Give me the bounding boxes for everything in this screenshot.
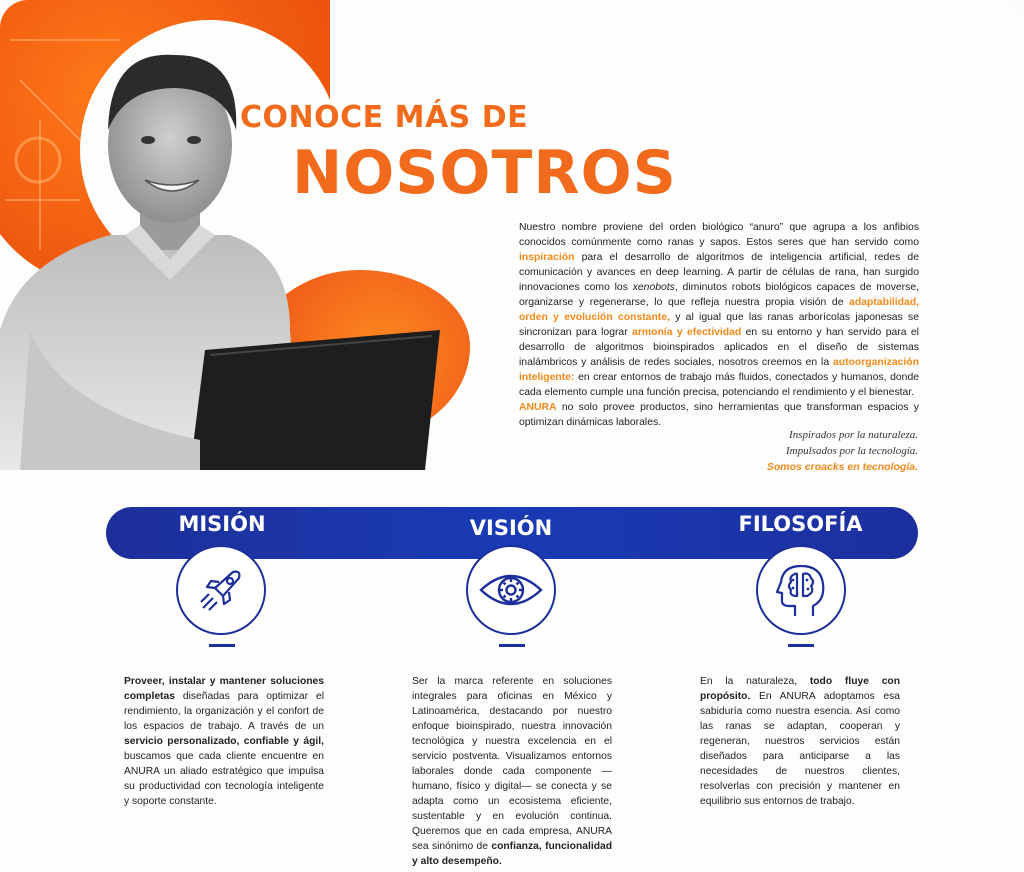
filosofia-divider: [788, 644, 814, 647]
mision-text: Proveer, instalar y mantener soluciones completas diseñadas para optimizar el rendimiento, la organización y el confort de los espacios de trabajo. A través de un servicio personalizado, confiable y ágil, buscamos que cada cliente encuentre en ANURA un aliado estratégico que impulsa su productividad con tecnología inteligente y soporte constante.: [124, 676, 324, 807]
vision-text: Ser la marca referente en soluciones integrales para oficinas en México y Latinoamérica, destacando por nuestro enfoque bioinspirado, nuestra innovación tecnológica y nuestra excelencia en el servicio postventa. Visualizamos entornos laborales donde cada componente —humano, físico y digital— se conecta y se adapta como un ecosistema eficiente, sustentable y en evolución continua. Queremos que en cada empresa, ANURA sea sinónimo de confianza, funcionalidad y alto desempeño.: [412, 676, 612, 867]
tagline-line-2: Impulsados por la tecnología.: [786, 445, 918, 457]
mision-icon-circle: [176, 545, 266, 635]
intro-paragraph: Nuestro nombre proviene del orden biológico “anuro” que agrupa a los anfibios conocidos comúnmente como ranas y sapos. Estos seres que han servido como inspiración para el desarrollo de algoritmos de inteligencia artificial, redes de comunicación y avances en deep learning. A partir de células de rana, han surgido innovaciones como los xenobots, diminutos robots biológicos capaces de moverse, organizarse y regenerarse, lo que refleja nuestra propia visión de adaptabilidad, orden y evolución constante, y al igual que las ranas arborícolas japonesas se sincronizan para lograr armonía y efectividad en su entorno y han servido para el desarrollo de algoritmos bioinspirados aplicados en el diseño de sistemas inalámbricos y análisis de redes sociales, nosotros creemos en la autoorganización inteligente: en crear entornos de trabajo más fluidos, conectados y humanos, donde cada elemento cumple una función precisa, potenciando el rendimiento y el bienestar. ANURA no solo provee productos, sino herramientas que transforman espacios y optimizan dinámicas laborales.: [519, 222, 920, 428]
vision-title: VISIÓN: [469, 516, 553, 540]
eye-gear-icon: [479, 570, 543, 610]
vision-divider: [499, 644, 525, 647]
title-line-2: NOSOTROS: [292, 138, 677, 208]
filosofia-title: FILOSOFÍA: [738, 512, 863, 536]
tagline: [767, 427, 918, 475]
filosofia-icon-circle: [756, 545, 846, 635]
head-brain-icon: [773, 560, 829, 620]
man-with-laptop-photo: [0, 30, 450, 470]
mision-title: MISIÓN: [178, 512, 266, 536]
mision-divider: [209, 644, 235, 647]
rocket-icon: [193, 562, 249, 618]
filosofia-text: En la naturaleza, todo fluye con propósito. En ANURA adoptamos esa sabiduría como nuestra esencia. Así como las ranas se adaptan, cooperan y regeneran, nuestros servicios están diseñados para anticiparse a las necesidades de nuestros clientes, resolverlas con precisión y mantener en equilibrio sus entornos de trabajo.: [700, 676, 901, 807]
vision-icon-circle: [466, 545, 556, 635]
tagline-line-3: Somos croacks en tecnología.: [766, 461, 918, 473]
tagline-line-1: Inspirados por la naturaleza.: [789, 429, 918, 441]
title-line-1: CONOCE MÁS DE: [240, 100, 529, 135]
brand-name: ANURA: [519, 402, 557, 413]
